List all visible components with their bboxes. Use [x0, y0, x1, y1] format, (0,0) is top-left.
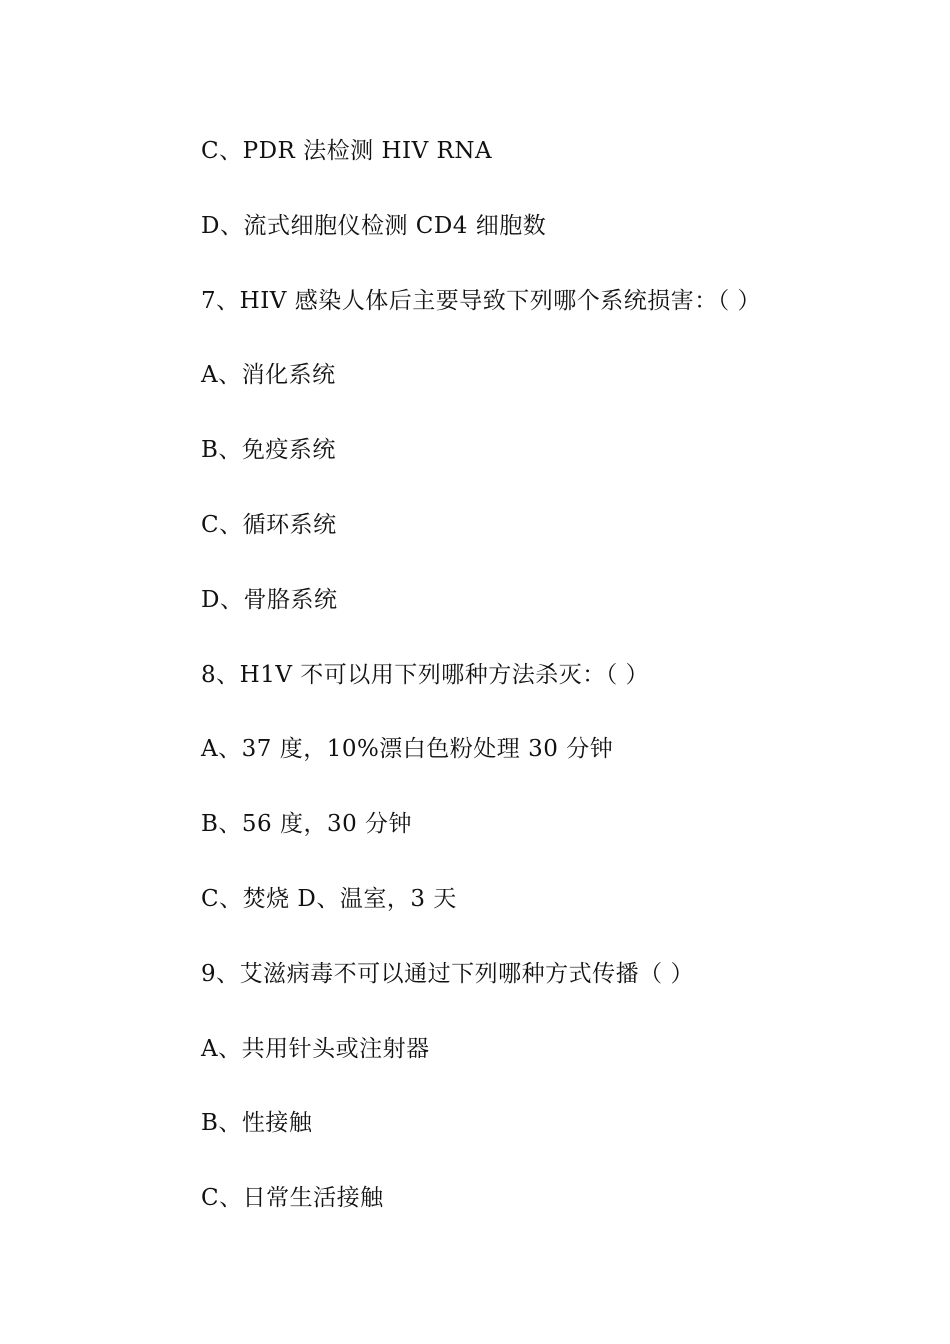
question-9-option-a: A、共用针头或注射器 [201, 1035, 430, 1062]
option-d-flow-cytometry: D、流式细胞仪检测 CD4 细胞数 [201, 212, 547, 239]
question-7-option-a: A、消化系统 [201, 362, 336, 389]
question-7-option-b: B、免疫系统 [201, 437, 336, 464]
question-8-option-c-d: C、焚烧 D、温室，3 天 [201, 885, 457, 912]
option-c-pdr: C、PDR 法检测 HIV RNA [201, 138, 493, 164]
question-8-option-b: B、56 度，30 分钟 [201, 811, 413, 838]
question-7: 7、HIV 感染人体后主要导致下列哪个系统损害：（ ） [201, 287, 762, 314]
question-9-option-c: C、日常生活接触 [201, 1185, 384, 1212]
question-7-option-c: C、循环系统 [201, 511, 337, 538]
question-text-block [201, 133, 921, 1255]
question-8-option-a: A、37 度，10%漂白色粉处理 30 分钟 [201, 736, 614, 763]
question-9: 9、艾滋病毒不可以通过下列哪种方式传播（ ） [201, 960, 694, 987]
question-8: 8、H1V 不可以用下列哪种方法杀灭：（ ） [201, 661, 650, 688]
question-7-option-d: D、骨胳系统 [201, 586, 338, 613]
question-9-option-b: B、性接触 [201, 1110, 313, 1137]
